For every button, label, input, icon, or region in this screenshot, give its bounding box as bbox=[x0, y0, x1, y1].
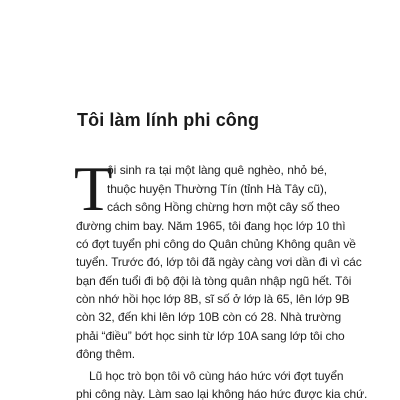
body-line: Lũ học trò bọn tôi vô cùng háo hức với đợt tuyển bbox=[89, 369, 344, 383]
body-line: đông thêm. bbox=[76, 347, 136, 361]
body-line: đường chim bay. Năm 1965, tôi đang học lớp 10 thì bbox=[76, 219, 346, 233]
chapter-title: Tôi làm lính phi công bbox=[77, 110, 260, 130]
body-line: có đợt tuyển phi công do Quân chủng Không quân về bbox=[76, 237, 356, 251]
body-line: phi công này. Làm sao lại không háo hức được kia chứ. bbox=[76, 387, 368, 400]
body-line: ôi sinh ra tại một làng quê nghèo, nhỏ bé, bbox=[107, 163, 327, 177]
body-line: phải “điều” bớt học sinh từ lớp 10A sang lớp tôi cho bbox=[76, 329, 345, 343]
drop-cap: T bbox=[74, 154, 113, 224]
body-line: còn 32, đến khi lên lớp 10B còn có 28. Nhà trường bbox=[76, 310, 342, 324]
body-line: còn nhớ hồi học lớp 8B, sĩ số ở lớp là 65, lên lớp 9B bbox=[76, 292, 350, 306]
body-line: thuộc huyện Thường Tín (tỉnh Hà Tây cũ), bbox=[107, 182, 328, 196]
body-line: cách sông Hồng chừng hơn một cây số theo bbox=[107, 200, 340, 214]
body-line: tuyển. Trước đó, lớp tôi đã ngày càng vơi dần đi vì các bbox=[76, 255, 362, 269]
body-line: bạn đến tuổi đi bộ đội là tòng quân nhập ngũ hết. Tôi bbox=[76, 274, 352, 288]
